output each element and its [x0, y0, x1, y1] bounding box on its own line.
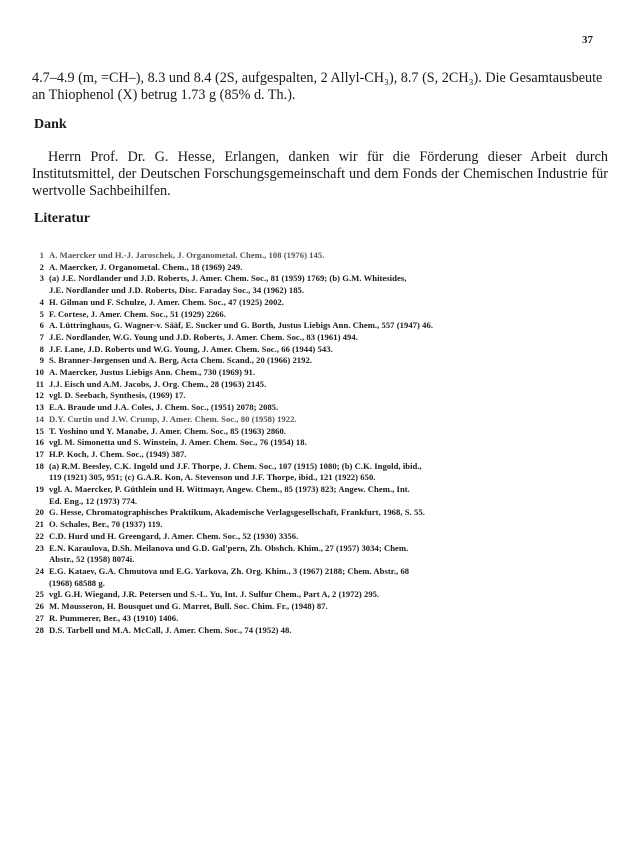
- reference-text: G. Hesse, Chromatographisches Praktikum, Akademische Verlagsgesellschaft, Frankfurt, 1968, S. 55.: [49, 507, 425, 518]
- reference-item: [30, 250, 620, 262]
- reference-item: [30, 402, 620, 414]
- reference-item: [30, 484, 620, 507]
- reference-number: 21: [35, 519, 44, 530]
- reference-item: [30, 589, 620, 601]
- reference-item: [30, 367, 620, 379]
- reference-text: M. Mousseron, H. Bousquet und G. Marret, Bull. Soc. Chim. Fr., (1948) 87.: [49, 601, 328, 612]
- reference-item: [30, 437, 620, 449]
- reference-text: A. Maercker, J. Organometal. Chem., 18 (1969) 249.: [49, 261, 243, 272]
- reference-number: 13: [35, 402, 44, 413]
- references-heading: Literatur: [34, 211, 90, 226]
- reference-item: [30, 601, 620, 613]
- reference-number: 2: [39, 261, 44, 272]
- reference-number: 8: [39, 343, 44, 354]
- reference-item: [30, 309, 620, 321]
- reference-item: [30, 461, 620, 484]
- reference-text: C.D. Hurd und H. Greengard, J. Amer. Chem. Soc., 52 (1930) 3356.: [49, 530, 299, 541]
- reference-text: E.G. Kataev, G.A. Chmutova und E.G. Yarkova, Zh. Org. Khim., 3 (1967) 2188; Chem. Abstr., 68 (1968) 68588 g.: [49, 565, 410, 588]
- reference-text: T. Yoshino und Y. Manabe, J. Amer. Chem. Soc., 85 (1963) 2860.: [49, 425, 287, 436]
- reference-number: 28: [35, 624, 44, 635]
- reference-text: R. Pummerer, Ber., 43 (1910) 1406.: [49, 612, 179, 623]
- reference-text: (a) R.M. Beesley, C.K. Ingold und J.F. Thorpe, J. Chem. Soc., 107 (1915) 1080; (b) C.K. Ingold, ibid., 119 (1921) 305, 951; (c) G.A.R. Kon, A. Stevenson und J.F. Thorpe, ibid., 121 (1922) 650.: [49, 460, 422, 483]
- reference-item: [30, 566, 620, 589]
- reference-text: A. Lüttringhaus, G. Wagner-v. Sääf, E. Sucker und G. Borth, Justus Liebigs Ann. Chem., 557 (1947) 46.: [49, 320, 434, 331]
- reference-number: 23: [35, 542, 44, 553]
- reference-number: 16: [35, 437, 44, 448]
- reference-item: [30, 625, 620, 637]
- reference-item: [30, 379, 620, 391]
- reference-item: [30, 449, 620, 461]
- acknowledgement-paragraph: Herrn Prof. Dr. G. Hesse, Erlangen, danken wir für die Förderung dieser Arbeit durch Institutsmittel, der Deutschen Forschungsgemeinschaft und dem Fonds der Chemischen Industrie für wertvolle Sachbeihilfen.: [32, 149, 608, 199]
- reference-text: E.A. Braude und J.A. Coles, J. Chem. Soc., (1951) 2078; 2085.: [49, 402, 279, 413]
- reference-text: J.F. Lane, J.D. Roberts und W.G. Young, J. Amer. Chem. Soc., 66 (1944) 543.: [49, 343, 333, 354]
- reference-number: 5: [39, 308, 44, 319]
- reference-number: 10: [35, 367, 44, 378]
- reference-list: [30, 250, 620, 636]
- reference-text: vgl. G.H. Wiegand, J.R. Petersen und S.-L. Yu, Int. J. Sulfur Chem., Part A, 2 (1972) 295.: [49, 589, 380, 600]
- reference-item: [30, 355, 620, 367]
- reference-text: E.N. Karaulova, D.Sh. Meilanova und G.D. Gal'pern, Zh. Obshch. Khim., 27 (1957) 3034; Chem. Abstr., 52 (1958) 8074i.: [49, 542, 409, 565]
- reference-number: 15: [35, 425, 44, 436]
- reference-text: vgl. D. Seebach, Synthesis, (1969) 17.: [49, 390, 186, 401]
- nmr-data-paragraph: 4.7–4.9 (m, =CH–), 8.3 und 8.4 (2S, aufgespalten, 2 Allyl-CH₃), 8.7 (S, 2CH₃). Die Gesamtausbeute an Thiophenol (X) betrug 1.73 g (85% d. Th.).: [32, 70, 603, 103]
- reference-item: [30, 414, 620, 426]
- reference-text: A. Maercker, Justus Liebigs Ann. Chem., 730 (1969) 91.: [49, 367, 256, 378]
- reference-item: [30, 507, 620, 519]
- reference-number: 22: [35, 530, 44, 541]
- reference-item: [30, 543, 620, 566]
- reference-text: J.J. Eisch und A.M. Jacobs, J. Org. Chem., 28 (1963) 2145.: [49, 378, 267, 389]
- reference-number: 20: [35, 507, 44, 518]
- reference-number: 27: [35, 612, 44, 623]
- reference-number: 18: [35, 460, 44, 471]
- reference-number: 9: [39, 355, 44, 366]
- reference-item: [30, 531, 620, 543]
- reference-number: 7: [39, 331, 44, 342]
- reference-item: [30, 273, 620, 296]
- reference-number: 12: [35, 390, 44, 401]
- reference-number: 14: [35, 413, 44, 424]
- reference-text: J.E. Nordlander, W.G. Young und J.D. Roberts, J. Amer. Chem. Soc., 83 (1961) 494.: [49, 331, 358, 342]
- reference-number: 25: [35, 589, 44, 600]
- reference-text: vgl. M. Simonetta und S. Winstein, J. Amer. Chem. Soc., 76 (1954) 18.: [49, 437, 307, 448]
- reference-number: 1: [39, 250, 44, 260]
- reference-number: 26: [35, 601, 44, 612]
- reference-number: 4: [39, 296, 44, 307]
- reference-number: 24: [35, 565, 44, 576]
- reference-text: vgl. A. Maercker, P. Güthlein und H. Wittmayr, Angew. Chem., 85 (1973) 823; Angew. Chem., Int. Ed. Eng., 12 (1973) 774.: [49, 484, 410, 506]
- reference-number: 11: [35, 378, 44, 389]
- reference-item: [30, 332, 620, 344]
- reference-text: A. Maercker und H.-J. Jaroschek, J. Organometal. Chem., 108 (1976) 145.: [49, 250, 325, 260]
- reference-text: O. Schales, Ber., 70 (1937) 119.: [49, 519, 163, 530]
- reference-text: S. Branner-Jørgensen und A. Berg, Acta Chem. Scand., 20 (1966) 2192.: [49, 355, 313, 366]
- reference-number: 6: [39, 320, 44, 331]
- reference-item: [30, 262, 620, 274]
- acknowledgement-heading: Dank: [34, 117, 67, 132]
- reference-item: [30, 519, 620, 531]
- reference-text: H. Gilman und F. Schulze, J. Amer. Chem. Soc., 47 (1925) 2002.: [49, 296, 284, 307]
- reference-number: 3: [39, 273, 44, 284]
- reference-number: 19: [35, 484, 44, 495]
- reference-item: [30, 297, 620, 309]
- reference-text: D.Y. Curtin und J.W. Crump, J. Amer. Chem. Soc., 80 (1958) 1922.: [49, 413, 297, 424]
- reference-text: H.P. Koch, J. Chem. Soc., (1949) 387.: [49, 448, 187, 459]
- reference-item: [30, 426, 620, 438]
- reference-text: F. Cortese, J. Amer. Chem. Soc., 51 (1929) 2266.: [49, 308, 226, 319]
- reference-item: [30, 613, 620, 625]
- reference-number: 17: [35, 448, 44, 459]
- reference-text: (a) J.E. Nordlander und J.D. Roberts, J. Amer. Chem. Soc., 81 (1959) 1769; (b) G.M. Whitesides, J.E. Nordlander und J.D. Roberts, Disc. Faraday Soc., 34 (1962) 185.: [49, 273, 407, 296]
- reference-item: [30, 320, 620, 332]
- reference-item: [30, 344, 620, 356]
- reference-text: D.S. Tarbell und M.A. McCall, J. Amer. Chem. Soc., 74 (1952) 48.: [49, 624, 292, 635]
- page-number: 37: [582, 34, 593, 46]
- reference-item: [30, 390, 620, 402]
